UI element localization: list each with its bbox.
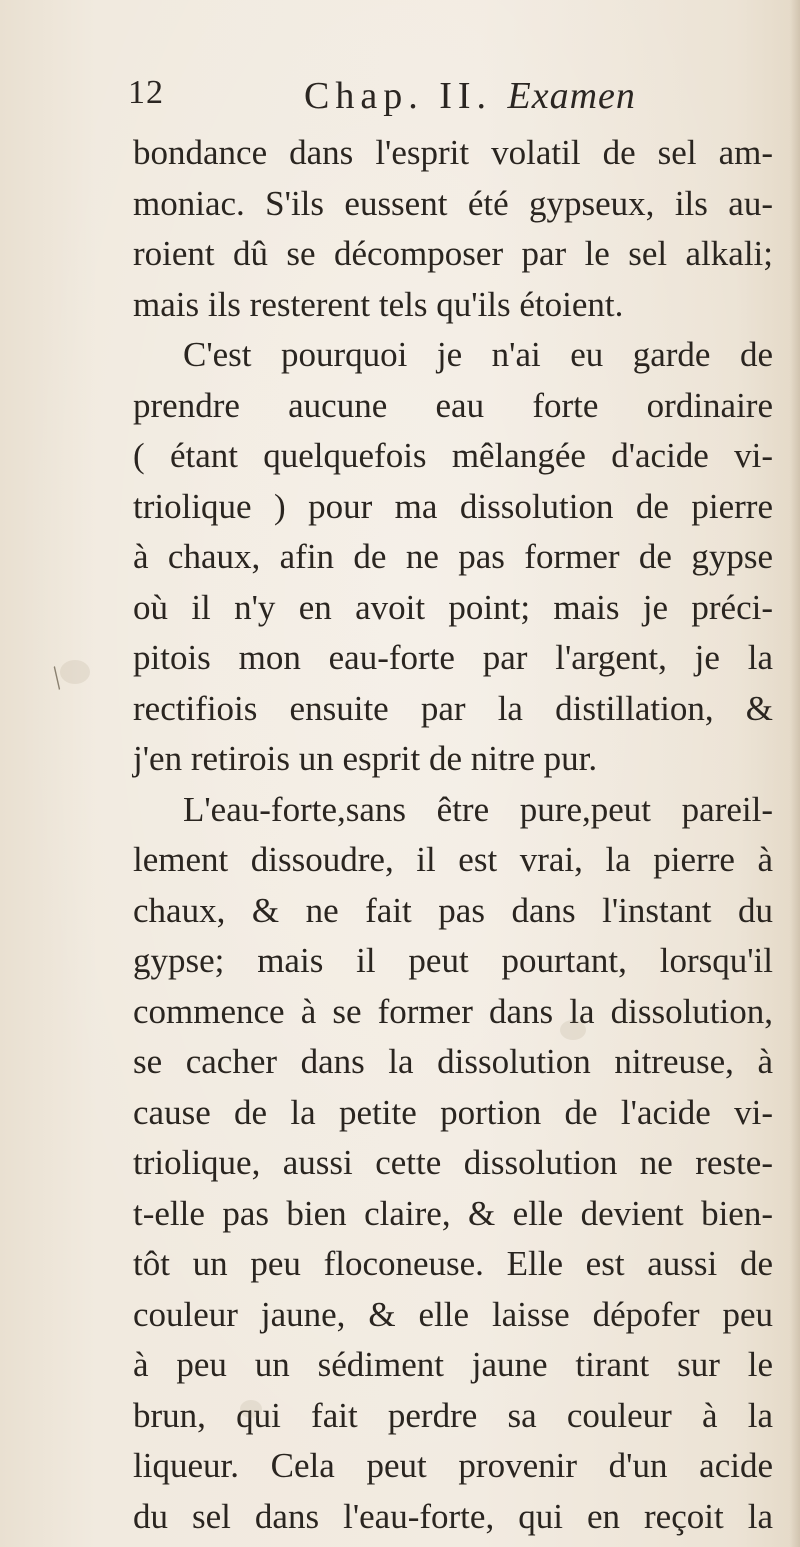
text-line: ( étant quelquefois mêlangée d'acide vi- bbox=[133, 436, 773, 475]
text-line: t-elle pas bien claire, & elle devient bien- bbox=[133, 1193, 773, 1233]
body-text bbox=[133, 128, 773, 1542]
margin-mark: ╱ bbox=[46, 666, 69, 691]
text-line: chaux, & ne fait pas dans l'instant du bbox=[133, 890, 773, 930]
text-line: couleur jaune, & elle laisse dépofer peu bbox=[133, 1294, 773, 1334]
text-line: roient dû se décomposer par le sel alkali; bbox=[133, 234, 773, 273]
text-line: mais ils resterent tels qu'ils étoient. bbox=[133, 284, 624, 324]
text-line: rectifiois ensuite par la distillation, & bbox=[133, 688, 773, 728]
chapter-label: Chap. II. bbox=[304, 75, 493, 117]
text-line: cause de la petite portion de l'acide vi- bbox=[133, 1092, 773, 1132]
running-head bbox=[304, 74, 636, 118]
page-number: 12 bbox=[128, 74, 164, 111]
text-line: du sel dans l'eau-forte, qui en reçoit la bbox=[133, 1496, 773, 1536]
text-line: commence à se former dans la dissolution, bbox=[133, 991, 773, 1031]
text-line: triolique, aussi cette dissolution ne reste- bbox=[133, 1143, 773, 1182]
running-head-title: Examen bbox=[507, 75, 636, 117]
text-line: L'eau-forte,sans être pure,peut pareil- bbox=[183, 789, 773, 829]
page-header bbox=[128, 74, 688, 124]
text-line: j'en retirois un esprit de nitre pur. bbox=[133, 739, 598, 778]
text-line: pitois mon eau-forte par l'argent, je la bbox=[133, 638, 773, 677]
text-line: prendre aucune eau forte ordinaire bbox=[133, 385, 773, 425]
text-line: lement dissoudre, il est vrai, la pierre à bbox=[133, 840, 773, 879]
paper-stain bbox=[560, 1020, 586, 1040]
text-line: liqueur. Cela peut provenir d'un acide bbox=[133, 1446, 773, 1485]
text-line: où il n'y en avoit point; mais je préci- bbox=[133, 587, 773, 627]
text-line: à chaux, afin de ne pas former de gypse bbox=[133, 537, 773, 576]
text-line: se cacher dans la dissolution nitreuse, à bbox=[133, 1042, 773, 1081]
text-line: C'est pourquoi je n'ai eu garde de bbox=[183, 335, 773, 374]
text-line: tôt un peu floconeuse. Elle est aussi de bbox=[133, 1244, 773, 1283]
text-line: moniac. S'ils eussent été gypseux, ils au- bbox=[133, 183, 773, 223]
text-line: gypse; mais il peut pourtant, lorsqu'il bbox=[133, 941, 773, 980]
text-line: bondance dans l'esprit volatil de sel am- bbox=[133, 133, 773, 172]
paper-stain bbox=[240, 1400, 262, 1418]
text-line: brun, qui fait perdre sa couleur à la bbox=[133, 1395, 773, 1435]
text-line: triolique ) pour ma dissolution de pierre bbox=[133, 486, 773, 526]
text-line: à peu un sédiment jaune tirant sur le bbox=[133, 1345, 773, 1384]
page-edge-shadow bbox=[790, 0, 800, 1547]
